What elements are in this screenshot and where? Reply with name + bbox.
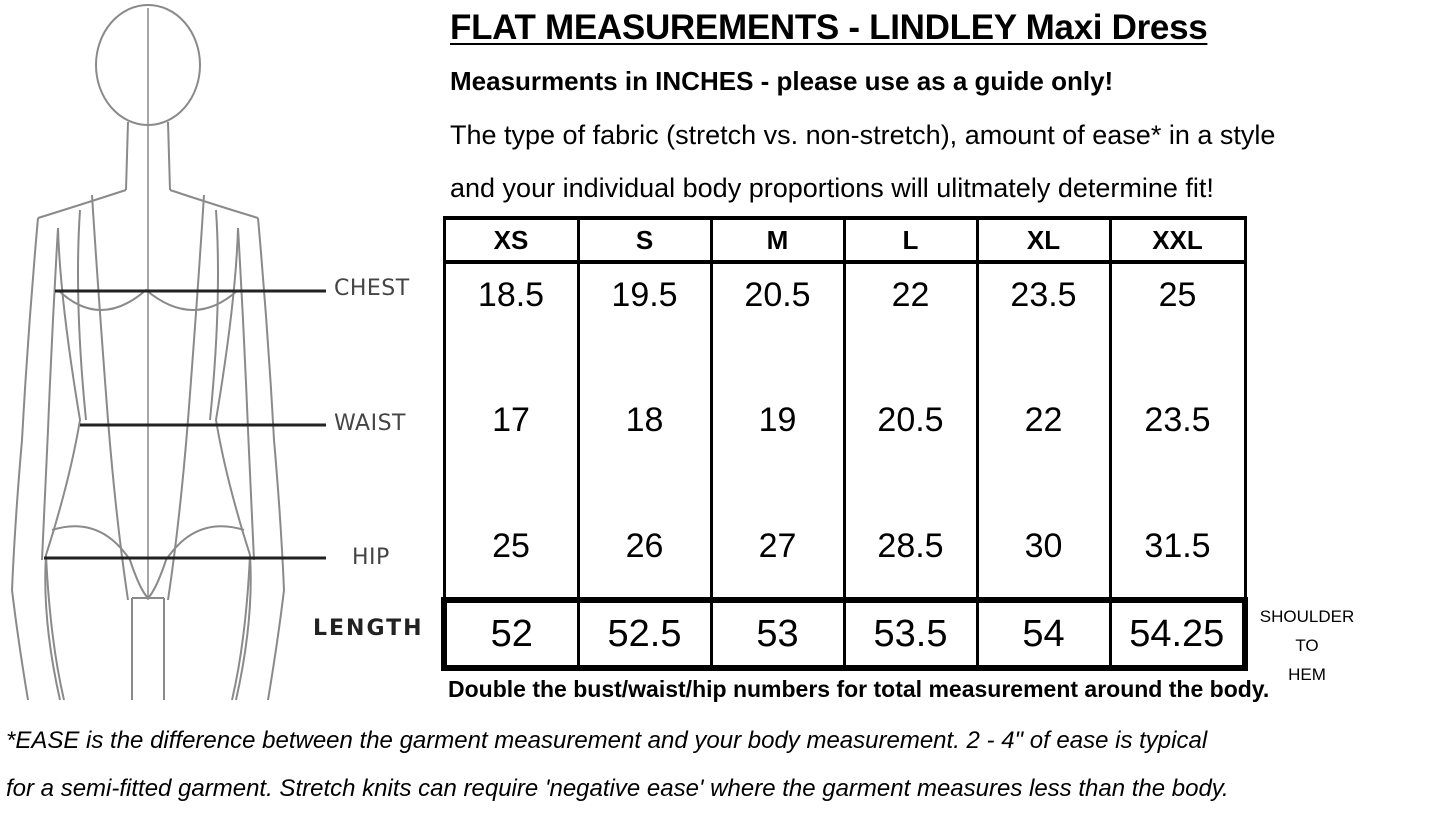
length-value-s: 52.5 — [578, 600, 711, 668]
length-note-line-1: SHOULDER TO — [1259, 607, 1355, 655]
chest-value-xl: 23.5 — [977, 262, 1110, 386]
waist-value-xs: 17 — [444, 386, 578, 520]
chest-value-s: 19.5 — [578, 262, 711, 386]
page-subtitle: Measurments in INCHES - please use as a guide only! — [450, 66, 1114, 96]
chest-label: CHEST — [334, 276, 410, 301]
size-header-l: L — [844, 218, 977, 262]
body-figure — [0, 0, 440, 705]
hip-value-s: 26 — [578, 520, 711, 600]
length-note-line-2: HEM — [1288, 665, 1326, 684]
length-value-xxl: 54.25 — [1110, 600, 1245, 668]
length-value-l: 53.5 — [844, 600, 977, 668]
length-value-xl: 54 — [977, 600, 1110, 668]
size-header-xxl: XXL — [1110, 218, 1245, 262]
hip-row — [444, 520, 1245, 600]
hip-value-l: 28.5 — [844, 520, 977, 600]
hip-value-m: 27 — [711, 520, 844, 600]
chest-value-l: 22 — [844, 262, 977, 386]
ease-note-line-2: for a semi-fitted garment. Stretch knits can require 'negative ease' where the garment measures less than the body. — [6, 775, 1229, 802]
size-header-m: M — [711, 218, 844, 262]
waist-value-s: 18 — [578, 386, 711, 520]
size-header-s: S — [578, 218, 711, 262]
chest-value-m: 20.5 — [711, 262, 844, 386]
size-header-xl: XL — [977, 218, 1110, 262]
ease-note-line-1: *EASE is the difference between the garment measurement and your body measurement. 2 - 4" of ease is typical — [6, 727, 1208, 754]
double-measurement-note: Double the bust/waist/hip numbers for total measurement around the body. — [448, 676, 1270, 702]
chest-value-xxl: 25 — [1110, 262, 1245, 386]
intro-line-1: The type of fabric (stretch vs. non-stretch), amount of ease* in a style — [450, 120, 1276, 150]
size-measurement-table — [441, 216, 1248, 671]
length-value-m: 53 — [711, 600, 844, 668]
size-header-xs: XS — [444, 218, 578, 262]
hip-label: HIP — [352, 545, 390, 570]
waist-value-xxl: 23.5 — [1110, 386, 1245, 520]
intro-line-2: and your individual body proportions will ulitmately determine fit! — [450, 173, 1214, 203]
page-title: FLAT MEASUREMENTS - LINDLEY Maxi Dress — [450, 8, 1208, 47]
length-row — [444, 600, 1245, 668]
waist-label: WAIST — [334, 411, 406, 436]
chest-value-xs: 18.5 — [444, 262, 578, 386]
size-header-row — [444, 218, 1245, 262]
chest-row — [444, 262, 1245, 386]
waist-row — [444, 386, 1245, 520]
length-value-xs: 52 — [444, 600, 578, 668]
hip-value-xl: 30 — [977, 520, 1110, 600]
body-outline-illustration — [0, 0, 440, 705]
hip-value-xs: 25 — [444, 520, 578, 600]
hip-value-xxl: 31.5 — [1110, 520, 1245, 600]
length-label: LENGTH — [313, 616, 424, 641]
waist-value-xl: 22 — [977, 386, 1110, 520]
waist-value-l: 20.5 — [844, 386, 977, 520]
waist-value-m: 19 — [711, 386, 844, 520]
